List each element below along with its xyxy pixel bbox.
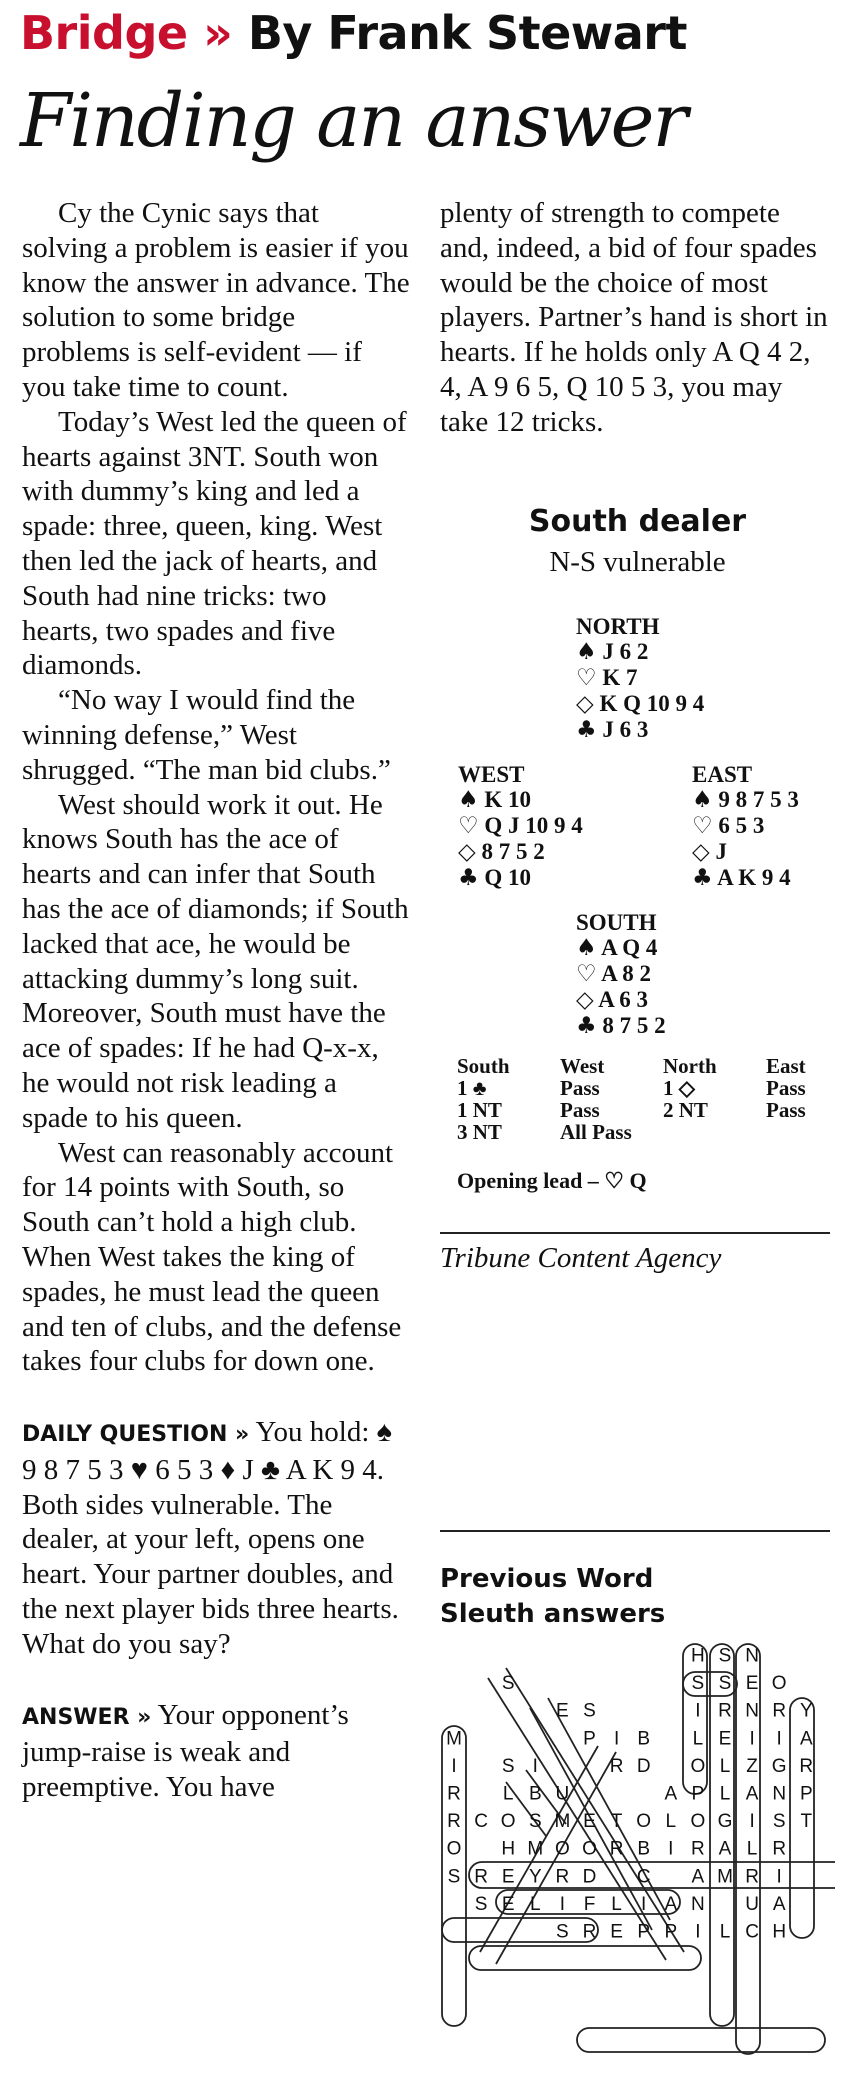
hand-name: WEST xyxy=(458,762,525,787)
grid-letter: L xyxy=(746,1838,758,1860)
answer-loop xyxy=(577,2028,825,2052)
grid-letter: E xyxy=(556,1700,569,1722)
grid-letter: N xyxy=(772,1783,787,1805)
answer-continued: plenty of strength to compete and, indeed, a bid of four spades would be the choice of most players. Partner’s hand is short in hearts. If he holds only A Q 4 2, 4, A 9 6 5, Q 10 5 3, you may take 12 tricks. xyxy=(440,197,828,438)
grid-letter: D xyxy=(636,1755,651,1777)
grid-letter: C xyxy=(636,1866,651,1888)
grid-letter: S xyxy=(447,1866,461,1888)
club-icon: ♣ xyxy=(576,717,597,743)
grid-letter: U xyxy=(555,1783,570,1805)
bidding-row xyxy=(457,1099,841,1121)
grid-letter: Z xyxy=(746,1755,758,1777)
grid-letter: R xyxy=(447,1811,461,1833)
grid-letter: R xyxy=(772,1838,787,1860)
grid-letter: L xyxy=(719,1755,731,1777)
bidding-header xyxy=(457,1055,841,1077)
column-left xyxy=(22,196,410,1805)
club-icon: ♣ xyxy=(458,865,479,891)
grid-letter: L xyxy=(719,1921,731,1943)
bid-cell: 1 ◇ xyxy=(663,1076,695,1100)
spade-icon: ♠ xyxy=(458,787,479,813)
bidding-row xyxy=(457,1121,841,1143)
grid-letter: L xyxy=(530,1893,541,1915)
paragraph: Cy the Cynic says that solving a problem is easier if you know the answer in advance. The solution to some bridge problems is self-evident — if you take time to count. xyxy=(22,197,410,403)
hand-west xyxy=(458,762,583,891)
hand-name: SOUTH xyxy=(576,910,657,935)
heart-icon: ♡ xyxy=(692,813,713,839)
bid-cell: East xyxy=(766,1054,806,1078)
grid-letter: O xyxy=(636,1811,652,1833)
club-cards: 8 7 5 2 xyxy=(602,1013,666,1038)
grid-letter: U xyxy=(745,1893,759,1915)
grid-letter: L xyxy=(665,1811,677,1833)
club-cards: J 6 3 xyxy=(602,717,649,742)
paragraph: West can reasonably account for 14 points with South, so South can’t hold a high club. When West takes the king of spades, he must lead the queen and ten of clubs, and the defense takes four clubs for down one. xyxy=(22,1136,402,1378)
spade-cards: K 10 xyxy=(484,787,532,812)
bid-cell: 3 NT xyxy=(457,1120,502,1144)
grid-letter: L xyxy=(611,1893,622,1915)
club-icon: ♣ xyxy=(692,865,713,891)
bid-cell xyxy=(766,1121,841,1143)
grid-letter: A xyxy=(691,1866,705,1888)
grid-letter: H xyxy=(501,1838,516,1860)
spade-icon: ♠ xyxy=(692,787,713,813)
grid-letter: E xyxy=(501,1866,515,1888)
grid-letter: M xyxy=(554,1811,571,1833)
grid-letter: T xyxy=(610,1811,623,1833)
grid-letter: I xyxy=(749,1811,755,1833)
bid-cell: Pass xyxy=(560,1098,600,1122)
diamond-icon: ◇ xyxy=(576,987,594,1013)
grid-letter: M xyxy=(527,1838,544,1860)
heart-icon: ♡ xyxy=(458,813,479,839)
grid-letter: R xyxy=(691,1838,705,1860)
grid-letter: G xyxy=(771,1755,787,1777)
grid-letter: N xyxy=(745,1645,759,1667)
grid-letter: I xyxy=(695,1921,701,1943)
deal-vulnerability: N-S vulnerable xyxy=(549,546,726,578)
grid-letter: S xyxy=(772,1811,786,1833)
divider xyxy=(440,1232,830,1234)
bid-cell: 2 NT xyxy=(663,1098,708,1122)
grid-letter: Y xyxy=(799,1700,813,1722)
grid-letter: L xyxy=(692,1728,704,1750)
grid-letter: C xyxy=(474,1811,488,1833)
bid-cell: Pass xyxy=(560,1076,600,1100)
grid-letter: I xyxy=(668,1838,674,1860)
bid-cell: 1 ♣ xyxy=(457,1076,487,1100)
grid-letter: H xyxy=(772,1921,787,1943)
grid-letter: I xyxy=(776,1866,782,1888)
bid-cell: Pass xyxy=(766,1098,806,1122)
grid-letter: I xyxy=(559,1893,566,1915)
column-right xyxy=(440,196,835,440)
club-cards: Q 10 xyxy=(484,865,532,890)
grid-letter: O xyxy=(771,1673,787,1695)
grid-letter: R xyxy=(799,1755,814,1777)
grid-letter: C xyxy=(745,1921,759,1943)
grid-letter: A xyxy=(718,1838,732,1860)
grid-letter: E xyxy=(610,1921,623,1943)
answer-label: ANSWER » xyxy=(22,1704,152,1730)
masthead xyxy=(20,6,687,60)
grid-letter: D xyxy=(582,1866,597,1888)
hand-name: EAST xyxy=(692,762,753,787)
opening-lead: Opening lead – ♡ Q xyxy=(457,1168,647,1193)
diamond-icon: ◇ xyxy=(692,839,710,865)
grid-letter: B xyxy=(528,1783,542,1805)
word-sleuth-title xyxy=(440,1562,665,1632)
grid-letter: R xyxy=(474,1866,488,1888)
grid-letter: O xyxy=(500,1811,516,1833)
grid-letter: A xyxy=(799,1728,813,1750)
word-sleuth-title-line: Previous Word xyxy=(440,1564,654,1594)
word-sleuth-grid xyxy=(430,1640,835,2080)
heart-cards: Q J 10 9 4 xyxy=(484,813,583,838)
deal-title: South dealer xyxy=(528,504,747,539)
grid-letter: O xyxy=(690,1811,706,1833)
grid-letter: R xyxy=(447,1783,461,1805)
hand-name: NORTH xyxy=(576,614,660,639)
hand-south xyxy=(576,910,666,1039)
grid-letter: A xyxy=(664,1783,678,1805)
paragraph: Today’s West led the queen of hearts against 3NT. South won with dummy’s king and led a spade: three, queen, king. West then led the jack of hearts, and South had nine tricks: two hearts, two spades and five diamonds. xyxy=(22,405,407,682)
bid-cell: West xyxy=(560,1054,605,1078)
grid-letter: P xyxy=(637,1921,651,1943)
grid-letter: T xyxy=(800,1811,813,1833)
grid-letter: M xyxy=(446,1728,462,1750)
grid-letter: I xyxy=(451,1755,457,1777)
grid-letter: S xyxy=(501,1755,515,1777)
word-sleuth-title-line: Sleuth answers xyxy=(440,1599,666,1629)
bid-cell: All Pass xyxy=(560,1120,632,1144)
diamond-icon: ◇ xyxy=(576,691,594,717)
paragraph: “No way I would find the winning defense,” West shrugged. “The man bid clubs.” xyxy=(22,684,391,786)
spade-cards: 9 8 7 5 3 xyxy=(718,787,799,812)
answer xyxy=(22,1698,410,1805)
grid-letter: N xyxy=(691,1893,705,1915)
grid-letter: O xyxy=(446,1838,462,1860)
bidding-row xyxy=(457,1077,841,1099)
grid-letter: P xyxy=(691,1783,705,1805)
grid-letter: S xyxy=(691,1673,705,1695)
grid-letter: S xyxy=(528,1811,542,1833)
grid-letter: Y xyxy=(528,1866,542,1888)
headline: Finding an answer xyxy=(20,78,686,164)
grid-letter: E xyxy=(745,1673,759,1695)
grid-letter: R xyxy=(582,1921,597,1943)
grid-letter: P xyxy=(799,1783,813,1805)
grid-letter: I xyxy=(613,1728,620,1750)
credit: Tribune Content Agency xyxy=(440,1242,722,1274)
hand-east xyxy=(692,762,799,891)
grid-letter: R xyxy=(718,1700,732,1722)
grid-letter: R xyxy=(609,1838,624,1860)
grid-letter: A xyxy=(745,1783,759,1805)
grid-letter: M xyxy=(717,1866,733,1888)
grid-letter: N xyxy=(745,1700,759,1722)
spade-cards: A Q 4 xyxy=(601,935,658,960)
grid-letter: L xyxy=(719,1783,731,1805)
hand-north xyxy=(576,614,704,743)
club-cards: A K 9 4 xyxy=(717,865,791,890)
paragraph: West should work it out. He knows South has the ace of hearts and can infer that South has the ace of diamonds; if South lacked that ace, he would be attacking dummy’s long suit. Moreover, South must have the ace of spades: If he had Q-x-x, he would not risk leading a spade to his queen. xyxy=(22,788,409,1134)
spade-icon: ♠ xyxy=(576,935,597,961)
heart-icon: ♡ xyxy=(576,961,597,987)
grid-letter: O xyxy=(690,1755,706,1777)
grid-letter: I xyxy=(749,1728,755,1750)
byline: By Frank Stewart xyxy=(247,6,687,60)
grid-letter: B xyxy=(637,1728,651,1750)
grid-letter: E xyxy=(718,1728,732,1750)
grid-letter: S xyxy=(556,1921,569,1943)
grid-letter: R xyxy=(772,1700,787,1722)
grid-letter: E xyxy=(583,1811,596,1833)
grid-letter: A xyxy=(664,1893,678,1915)
heart-cards: A 8 2 xyxy=(601,961,651,986)
heart-cards: K 7 xyxy=(602,665,638,690)
diamond-icon: ◇ xyxy=(458,839,476,865)
grid-letter: R xyxy=(555,1866,570,1888)
grid-letter: P xyxy=(583,1728,596,1750)
grid-letter: H xyxy=(691,1645,705,1667)
grid-letter: S xyxy=(474,1893,488,1915)
grid-letter: B xyxy=(637,1838,651,1860)
grid-letter: R xyxy=(745,1866,759,1888)
grid-letter: E xyxy=(501,1893,515,1915)
grid-letter: I xyxy=(695,1700,701,1722)
heart-cards: 6 5 3 xyxy=(718,813,765,838)
heart-icon: ♡ xyxy=(576,665,597,691)
grid-letter: G xyxy=(717,1811,733,1833)
grid-letter: S xyxy=(718,1673,732,1695)
bid-cell: Pass xyxy=(766,1076,806,1100)
grid-letter: I xyxy=(532,1755,538,1777)
spade-cards: J 6 2 xyxy=(602,639,649,664)
diamond-cards: A 6 3 xyxy=(598,987,649,1012)
grid-letter: O xyxy=(555,1838,570,1860)
daily-question-label: DAILY QUESTION » xyxy=(22,1422,250,1448)
club-icon: ♣ xyxy=(576,1013,597,1039)
bid-cell: North xyxy=(663,1054,717,1078)
grid-letter: R xyxy=(609,1755,624,1777)
answer-text: Your opponent’s jump-raise is weak and preemptive. You have xyxy=(22,1698,349,1804)
diamond-cards: K Q 10 9 4 xyxy=(599,691,705,716)
grid-letter: A xyxy=(772,1893,786,1915)
grid-letter: I xyxy=(641,1893,647,1915)
grid-letter: S xyxy=(583,1700,596,1722)
grid-letter: O xyxy=(582,1838,597,1860)
spade-icon: ♠ xyxy=(576,639,597,665)
diamond-cards: J xyxy=(715,839,727,864)
grid-letter: P xyxy=(664,1921,678,1943)
section-label: Bridge » xyxy=(20,6,233,60)
grid-letter: F xyxy=(583,1893,596,1915)
grid-letter: S xyxy=(501,1673,515,1695)
daily-question-text: You hold: ♠ 9 8 7 5 3 ♥ 6 5 3 ♦ J ♣ A K 9 4. Both sides vulnerable. The dealer, at your left, opens one heart. Your partner doubles, and the next player bids three hearts. What do you say? xyxy=(22,1416,399,1660)
bid-cell: 1 NT xyxy=(457,1098,502,1122)
grid-letter: I xyxy=(776,1728,782,1750)
divider xyxy=(440,1530,830,1532)
bid-cell: South xyxy=(457,1054,510,1078)
bidding-table xyxy=(457,1055,841,1143)
grid-letter: L xyxy=(502,1783,514,1805)
grid-letter: S xyxy=(718,1645,732,1667)
diamond-cards: 8 7 5 2 xyxy=(481,839,545,864)
daily-question xyxy=(22,1415,410,1662)
bid-cell xyxy=(663,1121,766,1143)
